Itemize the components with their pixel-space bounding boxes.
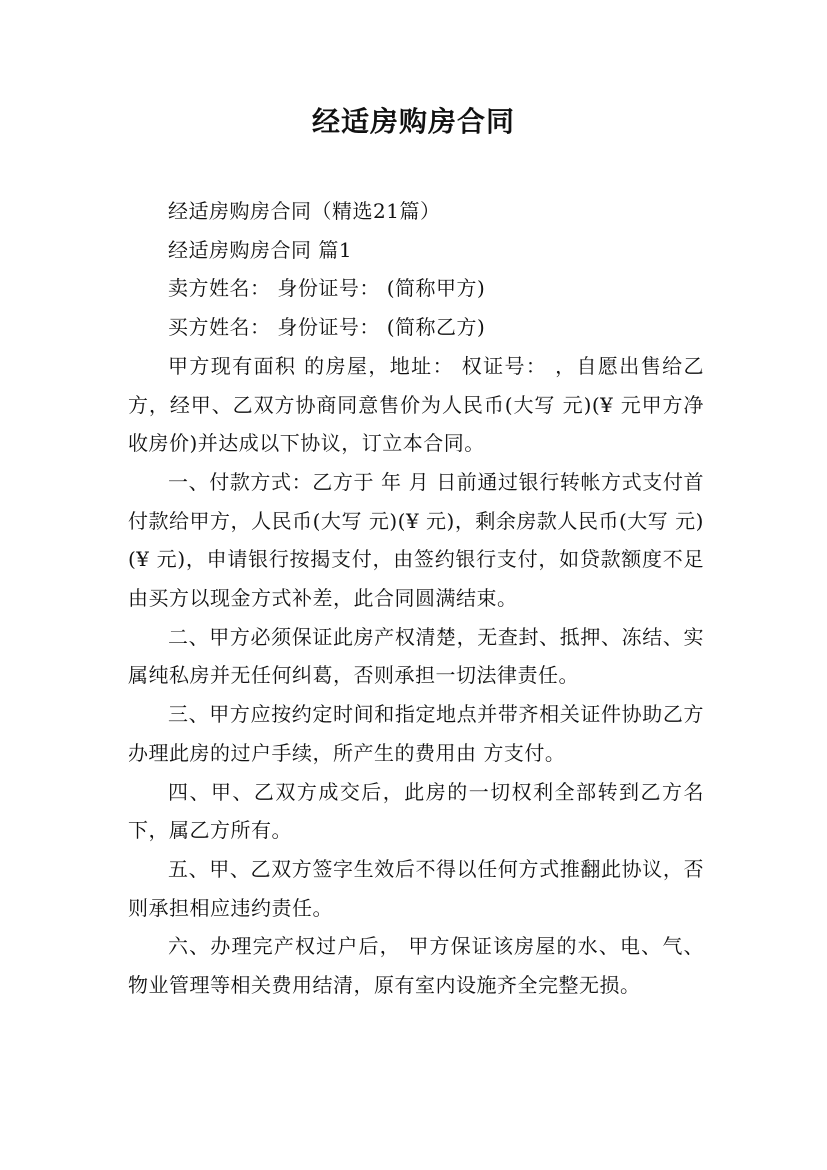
clause-3-paragraph: 三、甲方应按约定时间和指定地点并带齐相关证件协助乙方办理此房的过户手续，所产生的费用由 方支付。	[128, 702, 704, 765]
clause-5-paragraph: 五、甲、乙双方签字生效后不得以任何方式推翻此协议，否则承担相应违约责任。	[128, 856, 704, 920]
document-title: 经适房购房合同	[311, 105, 515, 138]
document-body	[128, 192, 704, 1005]
property-paragraph: 甲方现有面积 的房屋，地址： 权证号： ，自愿出售给乙方，经甲、乙双方协商同意售价为人民币(大写 元)(¥ 元甲方净收房价)并达成以下协议，订立本合同。	[128, 353, 704, 456]
clause-1-paragraph: 一、付款方式：乙方于 年 月 日前通过银行转帐方式支付首付款给甲方，人民币(大写 元)(¥ 元)，剩余房款人民币(大写 元)(¥ 元)，申请银行按揭支付，由签约银行支付，如贷款额度不足由买方以现金方式补差，此合同圆满结束。	[128, 469, 704, 611]
clause-4-paragraph: 四、甲、乙双方成交后，此房的一切权利全部转到乙方名下，属乙方所有。	[128, 779, 704, 843]
buyer-info-line: 买方姓名： 身份证号： (简称乙方)	[168, 315, 486, 340]
seller-info-line: 卖方姓名： 身份证号： (简称甲方)	[168, 276, 486, 301]
subtitle-paragraph: 经适房购房合同（精选21篇）	[168, 199, 441, 223]
section-heading: 经适房购房合同 篇1	[168, 237, 353, 262]
clause-2-paragraph: 二、甲方必须保证此房产权清楚，无查封、抵押、冻结、实属纯私房并无任何纠葛，否则承担一切法律责任。	[128, 624, 704, 688]
clause-6-paragraph: 六、办理完产权过户后， 甲方保证该房屋的水、电、气、物业管理等相关费用结清，原有室内设施齐全完整无损。	[128, 934, 704, 998]
